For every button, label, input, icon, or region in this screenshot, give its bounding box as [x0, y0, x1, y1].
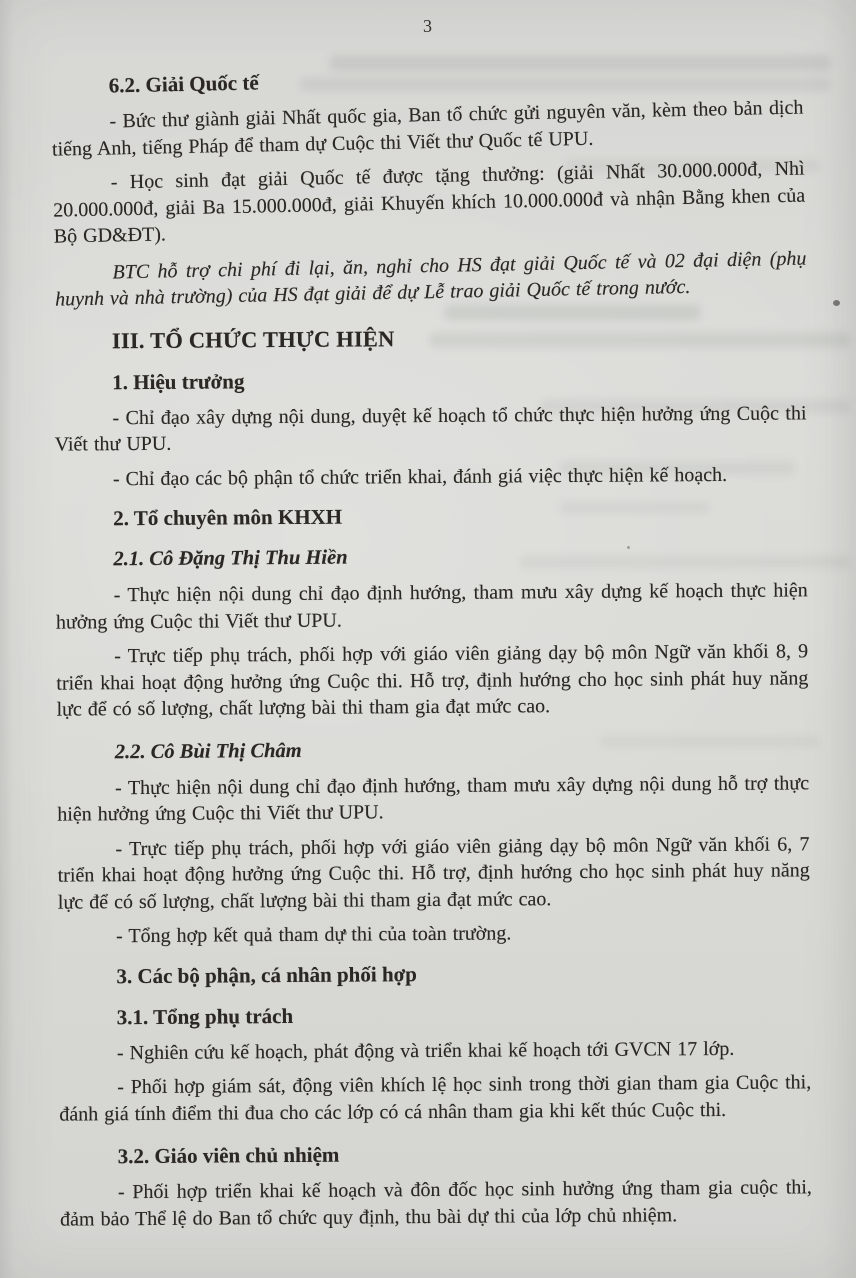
paragraph-international-prizes: - Học sinh đạt giải Quốc tế được tặng thưởng: (giải Nhất 30.000.000đ, Nhì 20.000.000đ, giải Ba 15.000.000đ, giải Khuyến khích 10.000.000đ và nhận Bằng khen của Bộ GD&ĐT).: [53, 157, 806, 248]
page-number: 3: [423, 16, 433, 36]
section-6-2: [51, 58, 808, 314]
paragraph-tpt-duty-1: - Nghiên cứu kế hoạch, phát động và triển khai kế hoạch tới GVCN 17 lớp.: [116, 1037, 735, 1064]
paragraph-international-letter: - Bức thư giành giải Nhất quốc gia, Ban tổ chức gửi nguyên văn, kèm theo bản dịch tiếng Anh, tiếng Pháp để tham dự Cuộc thi Viết thư Quốc tế UPU.: [51, 96, 804, 161]
heading-6-2-giai-quoc-te: 6.2. Giải Quốc tế: [108, 70, 259, 98]
heading-3-1-tong-phu-trach: 3.1. Tổng phụ trách: [116, 1003, 294, 1029]
paragraph-principal-direct-departments: - Chỉ đạo các bộ phận tổ chức triển khai, đánh giá việc thực hiện kế hoạch.: [112, 463, 728, 490]
paragraph-hien-duty-2: - Trực tiếp phụ trách, phối hợp với giáo viên giảng dạy bộ môn Ngữ văn khối 8, 9 triển khai hoạt động hưởng ứng Cuộc thi. Hỗ trợ, định hướng cho học sinh phát huy năng lực để có số lượng, chất lượng bài thi tham gia đạt mức cao.: [56, 640, 809, 721]
paragraph-principal-direct-content: - Chỉ đạo xây dựng nội dung, duyệt kế hoạch tổ chức thực hiện hưởng ứng Cuộc thi Viết thư UPU.: [54, 401, 807, 456]
paragraph-cham-duty-2: - Trực tiếp phụ trách, phối hợp với giáo viên giảng dạy bộ môn Ngữ văn khối 6, 7 triển khai hoạt động hưởng ứng Cuộc thi. Hỗ trợ, định hướng cho học sinh phát huy năng lực để có số lượng, chất lượng bài thi tham gia đạt mức cao.: [57, 832, 810, 914]
paragraph-gvcn-duty: - Phối hợp triển khai kế hoạch và đôn đốc học sinh hưởng ứng tham gia cuộc thi, đảm bảo Thể lệ do Ban tổ chức quy định, thu bài dự thi của lớp chủ nhiệm.: [60, 1176, 812, 1231]
ink-speck: [833, 300, 840, 306]
heading-2-1-co-dang-thi-thu-hien: 2.1. Cô Đặng Thị Thu Hiền: [113, 546, 348, 571]
paragraph-hien-duty-1: - Thực hiện nội dung chỉ đạo định hướng, tham mưu xây dựng kế hoạch thực hiện hưởng ứng Cuộc thi Viết thư UPU.: [55, 579, 808, 634]
heading-2-to-chuyen-mon-khxh: 2. Tổ chuyên môn KHXH: [113, 504, 343, 531]
document-body: [52, 55, 812, 1232]
heading-2-2-co-bui-thi-cham: 2.2. Cô Bùi Thị Châm: [114, 739, 302, 763]
heading-1-hieu-truong: 1. Hiệu trưởng: [112, 368, 245, 394]
heading-3-2-giao-vien-chu-nhiem: 3.2. Giáo viên chủ nhiệm: [117, 1142, 340, 1169]
paragraph-tpt-duty-2: - Phối hợp giám sát, động viên khích lệ học sinh trong thời gian tham gia Cuộc thi, đánh giá tính điểm thi đua cho các lớp có cá nhân tham gia khi kết thúc Cuộc thi.: [59, 1071, 812, 1126]
heading-iii-to-chuc-thuc-hien: III. TỔ CHỨC THỰC HIỆN: [111, 325, 395, 353]
paragraph-cham-duty-1: - Thực hiện nội dung chỉ đạo định hướng, tham mưu xây dựng nội dung hỗ trợ thực hiện hưởng ứng Cuộc thi Viết thư UPU.: [57, 771, 810, 826]
paragraph-btc-support-note: BTC hỗ trợ chi phí đi lại, ăn, nghỉ cho HS đạt giải Quốc tế và 02 đại diện (phụ huynh và nhà trường) của HS đạt giải để dự Lễ trao giải Quốc tế trong nước.: [54, 247, 807, 311]
paragraph-cham-duty-3: - Tổng hợp kết quả tham dự thi của toàn trường.: [116, 922, 512, 948]
heading-3-cac-bo-phan-phoi-hop: 3. Các bộ phận, cá nhân phối hợp: [116, 961, 417, 988]
